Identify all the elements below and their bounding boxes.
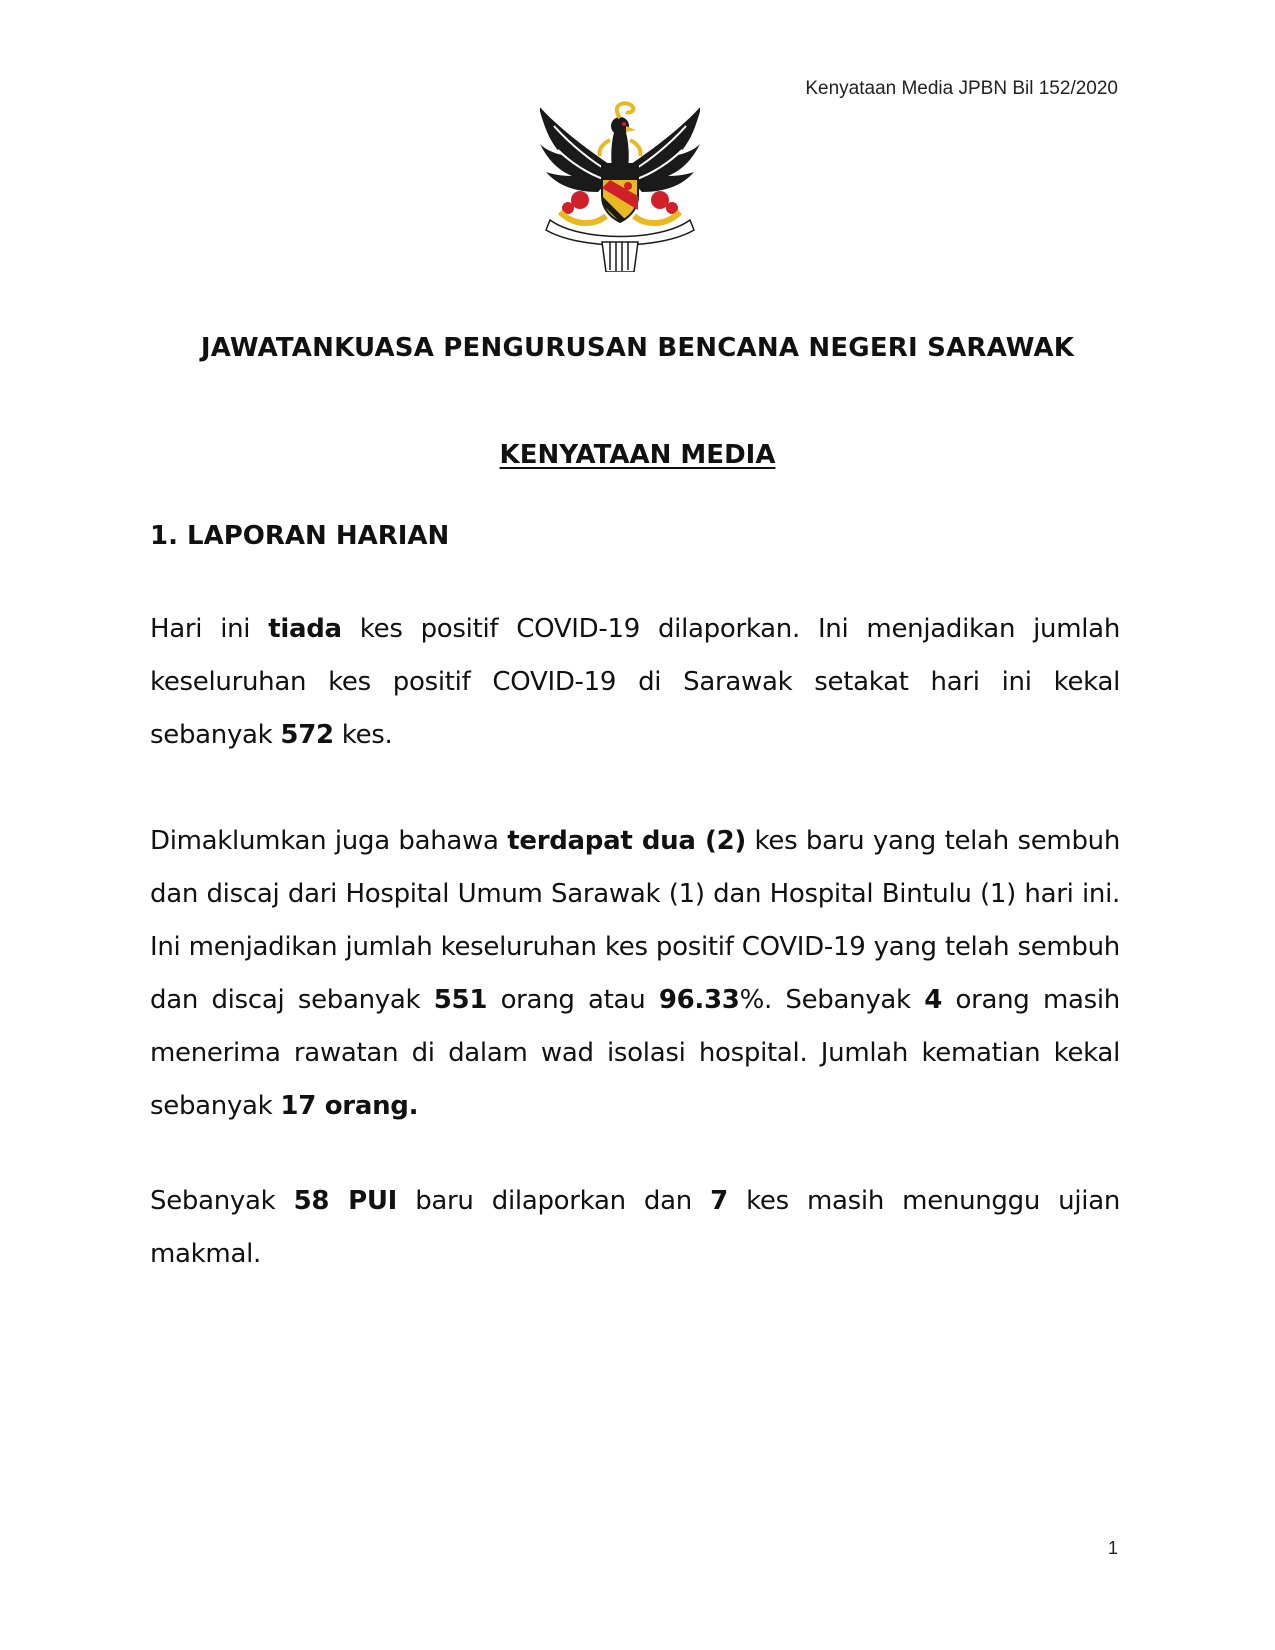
text-run: kes baru yang telah sembuh dan discaj dari Hospital Umum Sarawak (1) dan Hospital Bintulu (1) hari ini. Ini menjadikan jumlah keseluruhan kes positif COVID-19 yang telah sembuh dan discaj sebanyak <box>150 826 1121 1015</box>
text-run: Dimaklumkan juga bahawa <box>150 826 508 856</box>
document-title: KENYATAAN MEDIA <box>499 440 776 470</box>
pending-tests-value: 7 <box>710 1186 728 1216</box>
in-treatment-value: 4 <box>924 985 943 1015</box>
bold-run: tiada <box>268 614 342 644</box>
text-run: Sebanyak <box>150 1186 294 1216</box>
organisation-title: JAWATANKUASA PENGURUSAN BENCANA NEGERI SARAWAK <box>200 333 1075 363</box>
recovered-count-value: 551 <box>433 985 488 1015</box>
paragraph-recoveries <box>150 815 1120 1133</box>
total-cases-value: 572 <box>280 720 334 750</box>
text-run: kes positif COVID-19 dilaporkan. Ini menjadikan jumlah keseluruhan kes positif COVID-19 di Sarawak setakat hari ini kekal sebanyak <box>150 614 1120 750</box>
recovery-rate-value: 96.33 <box>658 985 740 1015</box>
deaths-value: 17 orang. <box>280 1091 419 1121</box>
document-reference: Kenyataan Media JPBN Bil 152/2020 <box>805 78 1118 99</box>
text-run: %. Sebanyak <box>739 985 925 1015</box>
text-run: kes masih menunggu ujian makmal. <box>150 1186 1121 1269</box>
text-run: orang atau <box>487 985 659 1015</box>
pui-count-value: 58 PUI <box>293 1186 398 1216</box>
text-run: baru dilaporkan dan <box>397 1186 711 1216</box>
section-heading: 1. LAPORAN HARIAN <box>150 521 450 551</box>
text-run: kes. <box>333 720 393 750</box>
sarawak-coat-of-arms-icon <box>540 100 700 272</box>
bold-run: terdapat dua (2) <box>507 826 746 856</box>
paragraph-pui <box>150 1175 1120 1281</box>
paragraph-new-cases <box>150 603 1120 762</box>
text-run: Hari ini <box>150 614 269 644</box>
page-number: 1 <box>1107 1538 1118 1558</box>
text-run: orang masih menerima rawatan di dalam wad isolasi hospital. Jumlah kematian kekal sebanyak <box>150 985 1120 1121</box>
